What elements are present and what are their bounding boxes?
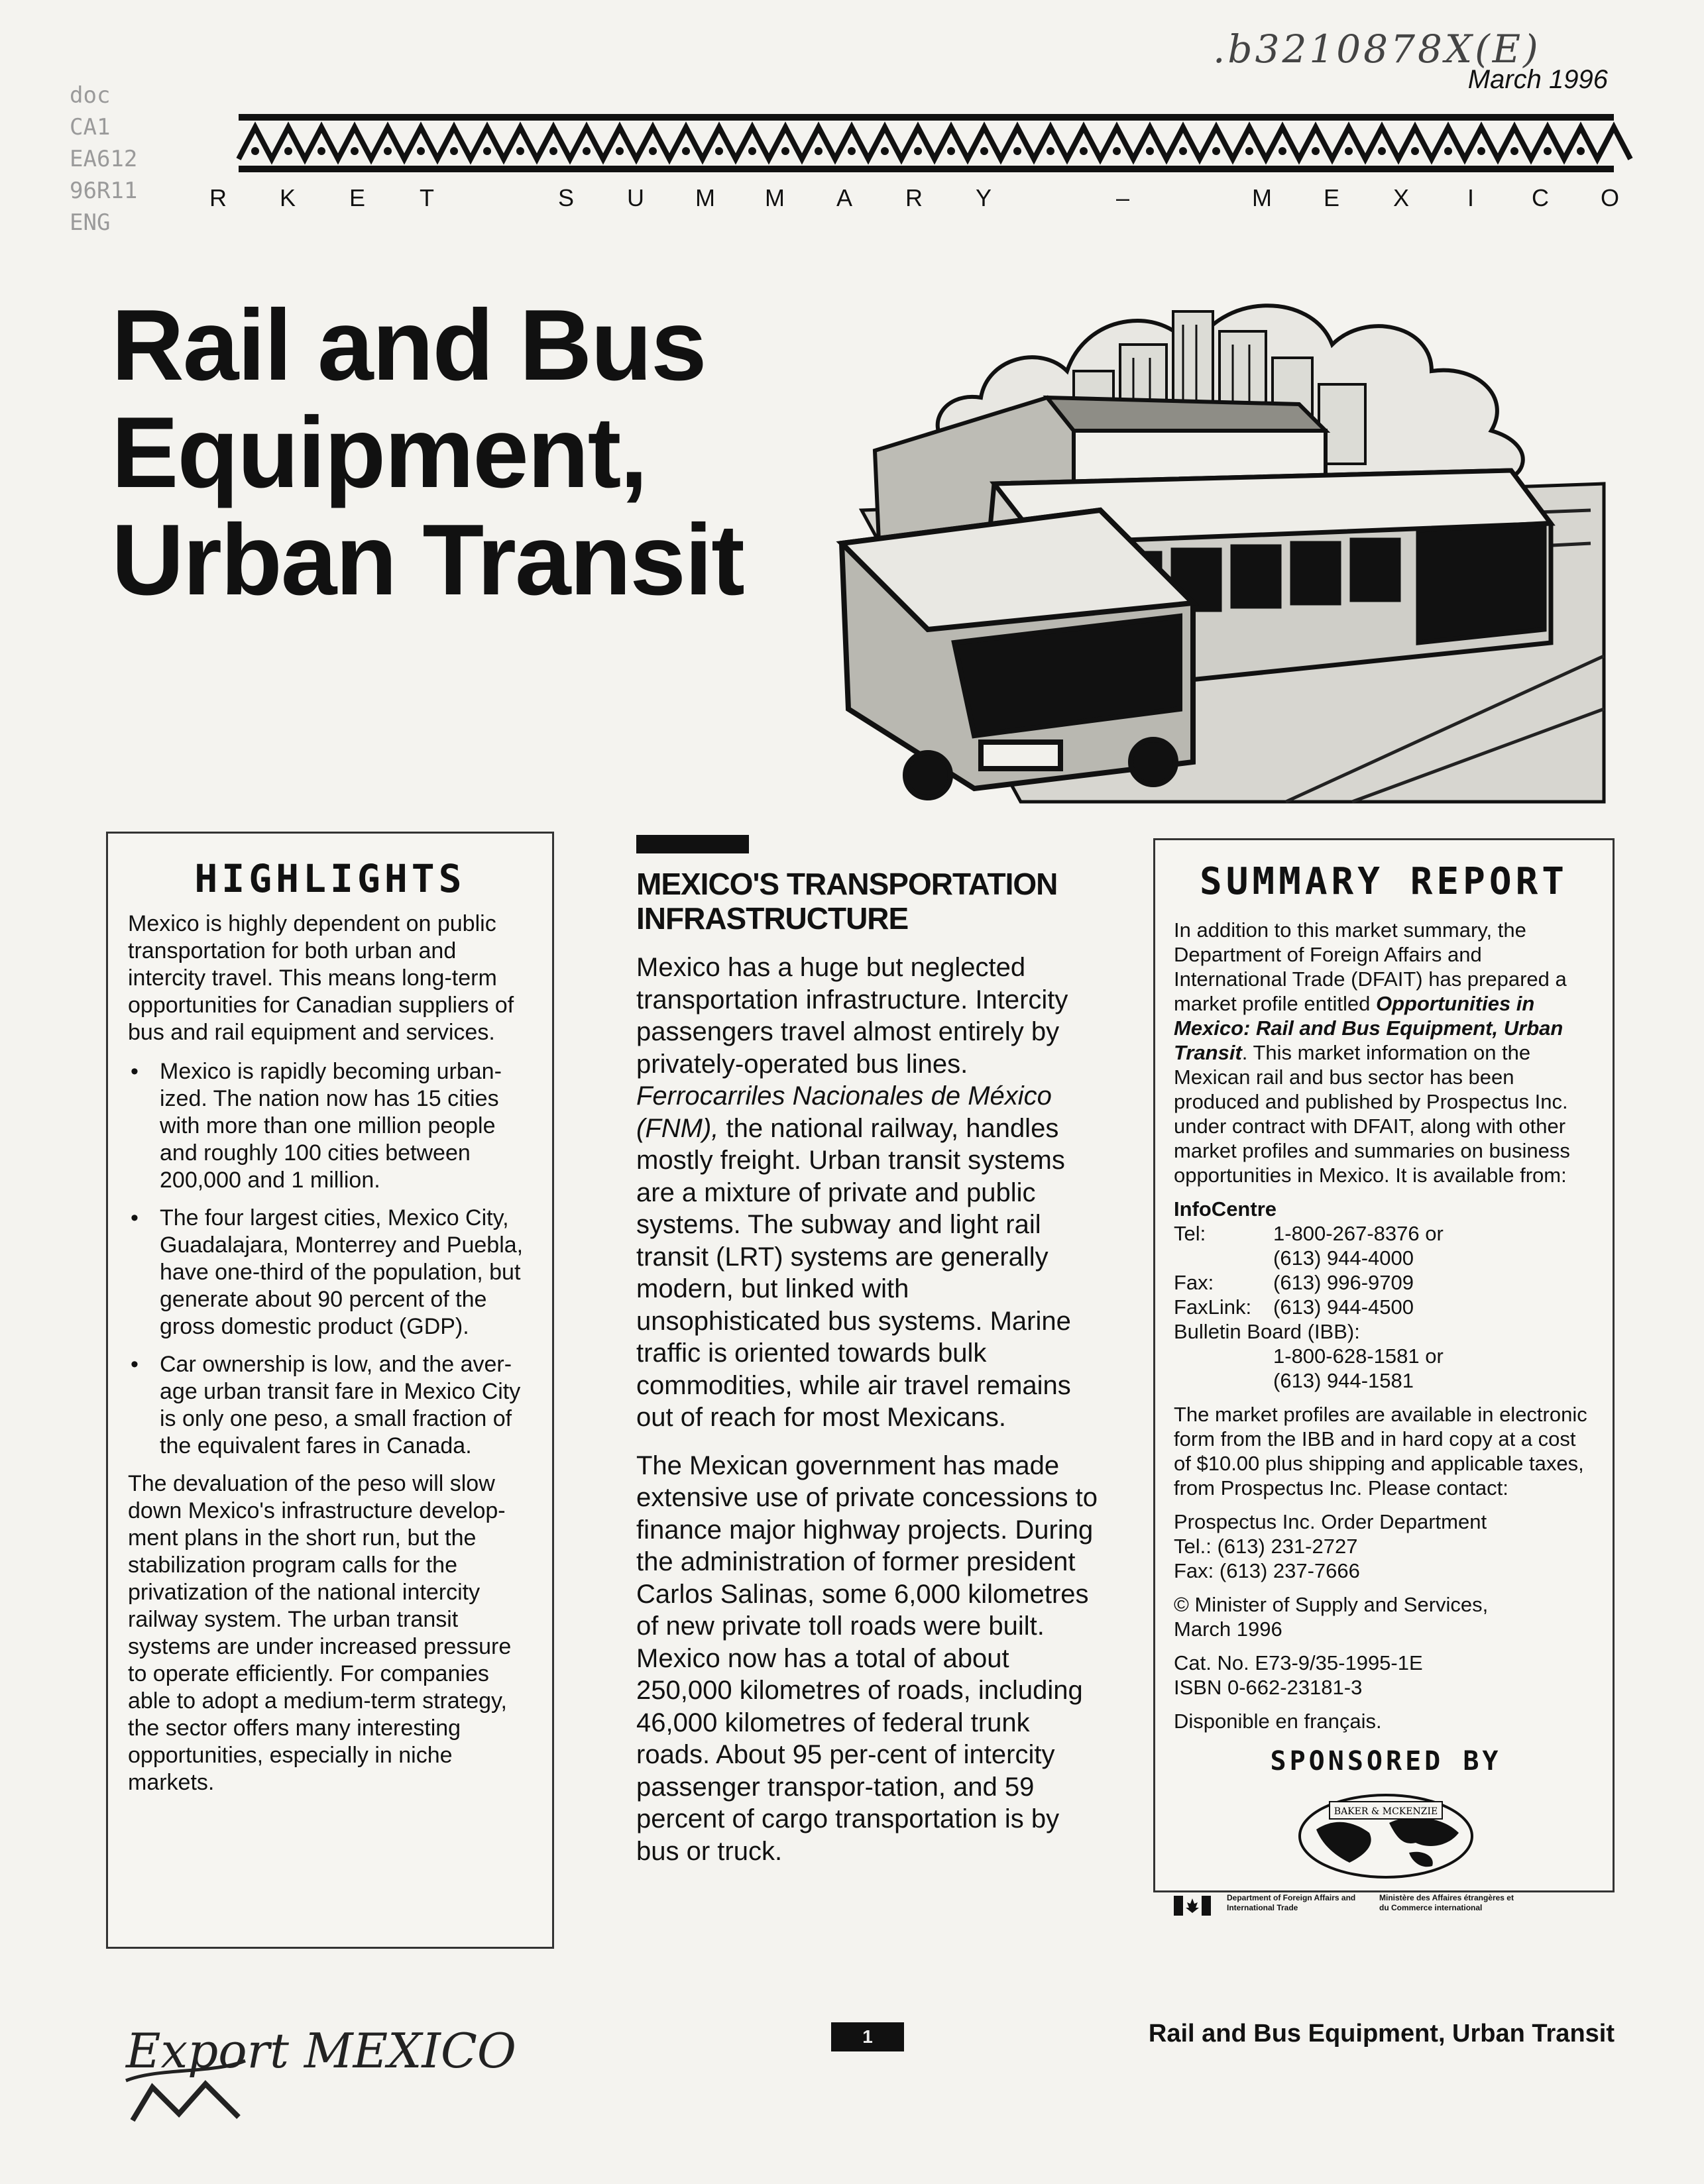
profile-title: Opportunities in Mexico: Rail and Bus Equipment, Urban Transit — [1174, 992, 1563, 1064]
highlights-box — [106, 832, 554, 1949]
dfait-signature — [1174, 1893, 1598, 1916]
title-line-2: Equipment, — [111, 396, 647, 509]
infrastructure-article — [636, 835, 1100, 1883]
stamp-line: EA612 — [70, 146, 138, 172]
bbs-value-1: 1-800-628-1581 or — [1273, 1344, 1444, 1368]
faxlink-label: FaxLink: — [1174, 1295, 1252, 1319]
dfait-english: Department of Foreign Affairs and International Trade — [1227, 1893, 1356, 1912]
export-mexico-logo — [113, 2014, 516, 2127]
prospectus-line: Prospectus Inc. Order Department — [1174, 1510, 1487, 1533]
infocentre-label: InfoCentre — [1174, 1197, 1277, 1221]
sponsored-by-heading: SPONSORED BY — [1270, 1746, 1502, 1776]
handwritten-note: .b3210878X(E) — [1213, 27, 1541, 72]
title-line-1: Rail and Bus — [111, 289, 706, 402]
issue-date: March 1996 — [1467, 65, 1608, 94]
copyright-line: March 1996 — [1174, 1617, 1282, 1641]
catalogue-number: Cat. No. E73-9/35-1995-1E — [1174, 1651, 1423, 1674]
page-title — [111, 289, 744, 616]
tel-label: Tel: — [1174, 1222, 1206, 1245]
catalogue-stamp — [70, 80, 137, 239]
prospectus-line: Tel.: (613) 231-2727 — [1174, 1535, 1358, 1558]
series-letter: O — [1600, 184, 1620, 211]
prospectus-contact — [1174, 1509, 1598, 1583]
series-letter: Y — [975, 184, 993, 211]
bbs-label: Bulletin Board (IBB): — [1174, 1320, 1360, 1343]
bus-and-train-illustration — [822, 232, 1617, 802]
series-letter: R — [905, 184, 924, 211]
stamp-line: CA1 — [70, 114, 111, 140]
highlights-bullet: • Mexico is rapidly becoming urban-ized. The nation now has 15 cities with more than one million people and roughly 100 cities between 200,000 and 1 million. — [160, 1058, 535, 1194]
series-letter: U — [627, 184, 646, 211]
stamp-line: ENG — [70, 209, 111, 236]
stamp-line: 96R11 — [70, 178, 138, 204]
series-letter: R — [209, 184, 228, 211]
faxlink-value: (613) 944-4500 — [1273, 1295, 1414, 1319]
series-letter: M — [1252, 184, 1273, 211]
dfait-french: Ministère des Affaires étrangères et du Commerce international — [1379, 1893, 1514, 1912]
highlights-bullet-list — [128, 1058, 535, 1460]
fax-value: (613) 996-9709 — [1273, 1271, 1414, 1294]
series-letter: K — [279, 184, 297, 211]
summary-text: In addition to this market summary, the Department of Foreign Affairs and International Trade (DFAIT) has prepared a market profile entitled — [1174, 918, 1567, 1015]
series-letter: X — [1392, 184, 1410, 211]
title-line-3: Urban Transit — [111, 504, 744, 616]
copyright-line: © Minister of Supply and Services, — [1174, 1593, 1489, 1616]
contact-block — [1174, 1197, 1598, 1393]
infrastructure-heading: MEXICO'S TRANSPORTATION INFRASTRUCTURE — [636, 867, 1058, 936]
highlights-intro: Mexico is highly dependent on public transportation for both urban and intercity travel. This means long-term opportunities for Canadian suppliers of bus and rail equipment and services. — [128, 911, 514, 1045]
series-letter — [1034, 184, 1074, 212]
infrastructure-paragraph-1 — [636, 952, 1100, 1434]
series-letter: S — [557, 184, 575, 211]
series-letter: I — [1467, 184, 1475, 211]
summary-paragraph-2: The market profiles are available in electronic form from the IBB and in hard copy at a cost of $10.00 plus shipping and applicable taxes, from Prospectus Inc. Please contact: — [1174, 1403, 1587, 1500]
p1-text-b: the national railway, handles mostly freight. Urban transit systems are a mixture of private and public systems. The subway and light rail transit (LRT) systems are generally modern, but linked with unsophisticated bus systems. Marine traffic is oriented towards bulk commodities, while air travel remains out of reach for most Mexicans. — [636, 1113, 1071, 1432]
export-mexico-logo-text: Export MEXICO — [126, 2023, 516, 2079]
tel-value: 1-800-267-8376 or — [1273, 1222, 1444, 1245]
section-rule — [636, 835, 749, 853]
p1-italic: Ferrocarriles Nacionales de México (FNM), — [636, 1081, 1052, 1143]
summary-heading: SUMMARY REPORT — [1199, 860, 1568, 903]
french-availability: Disponible en français. — [1174, 1710, 1382, 1733]
infrastructure-paragraph-2: The Mexican government has made extensive use of private concessions to finance major highway projects. During the administration of former president Carlos Salinas, some 6,000 kilometres of new private toll roads were built. Mexico now has a total of about 250,000 kilometres of roads, including 46,000 kilometres of federal trunk roads. About 95 per-cent of intercity passenger transpor-tation, and 59 percent of cargo transportation is by bus or truck. — [636, 1450, 1098, 1866]
series-letter: E — [1323, 184, 1341, 211]
highlights-bullet: • Car ownership is low, and the aver-age urban transit fare in Mexico City is only one peso, a small fraction of the equivalent fares in Canada. — [160, 1351, 535, 1460]
series-letter: C — [1532, 184, 1550, 211]
summary-report-box — [1153, 838, 1615, 1912]
prospectus-line: Fax: (613) 237-7666 — [1174, 1559, 1360, 1582]
summary-paragraph-1 — [1174, 918, 1598, 1187]
bbs-value-2: (613) 944-1581 — [1273, 1369, 1414, 1392]
series-letter: – — [1115, 184, 1131, 211]
highlights-bullet: • The four largest cities, Mexico City, Guadalajara, Monterrey and Puebla, have one-third of the population, but generate about 90 percent of the gross domestic product (GDP). — [160, 1205, 535, 1340]
series-letter: E — [349, 184, 367, 211]
series-letter: T — [420, 184, 435, 211]
decorative-zigzag-band — [239, 113, 1614, 174]
series-letter: A — [836, 184, 854, 211]
baker-mckenzie-logo — [1290, 1783, 1482, 1883]
series-letter: M — [765, 184, 786, 211]
summary-text: . This market information on the Mexican rail and bus sector has been produced and published by Prospectus Inc. under contract with DFAIT, along with other market profiles and summaries on business opportunities in Mexico. It is available from: — [1174, 1041, 1570, 1187]
canada-flag-icon — [1174, 1896, 1211, 1916]
fax-label: Fax: — [1174, 1271, 1214, 1294]
footer-title: Rail and Bus Equipment, Urban Transit — [1148, 2020, 1615, 2048]
stamp-line: doc — [70, 82, 111, 109]
series-letter — [1173, 184, 1213, 212]
bm-logo-text: BAKER & MCKENZIE — [1334, 1806, 1438, 1817]
isbn: ISBN 0-662-23181-3 — [1174, 1676, 1363, 1699]
series-letter — [477, 184, 517, 212]
p1-text-a: Mexico has a huge but neglected transportation infrastructure. Intercity passengers travel almost entirely by privately-operated bus lines. — [636, 953, 1068, 1079]
copyright-block — [1174, 1592, 1598, 1641]
highlights-closing: The devaluation of the peso will slow down Mexico's infrastructure develop-ment plans in the short run, but the stabilization program calls for the privatization of the national intercity railway system. The urban transit systems are under increased pressure to operate efficiently. For companies able to adopt a medium-term strategy, the sector offers many interesting opportunities, especially in niche markets. — [128, 1471, 512, 1795]
series-heading — [199, 184, 1630, 212]
highlights-heading: HIGHLIGHTS — [194, 856, 466, 901]
tel-value-2: (613) 944-4000 — [1273, 1246, 1414, 1270]
series-letter: M — [695, 184, 716, 211]
page-number: 1 — [831, 2022, 904, 2051]
